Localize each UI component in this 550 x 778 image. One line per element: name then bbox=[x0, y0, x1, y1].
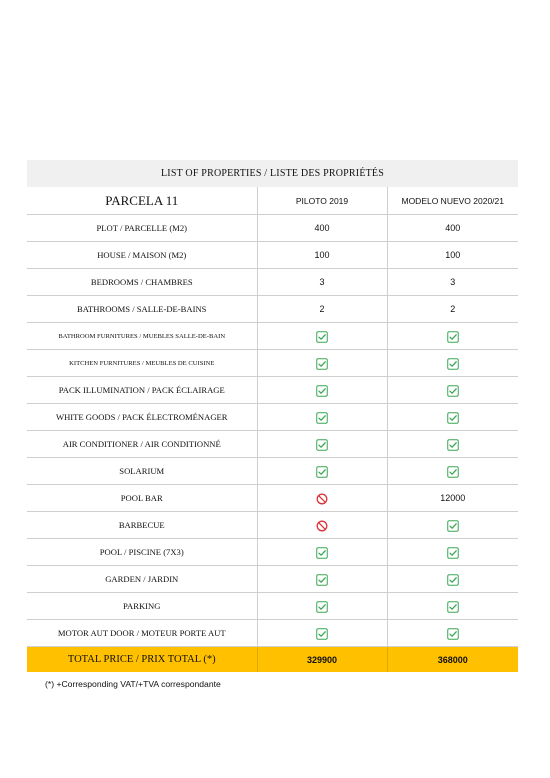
modelo-value bbox=[387, 620, 518, 647]
check-icon bbox=[447, 357, 459, 369]
check-icon bbox=[316, 438, 328, 450]
piloto-value bbox=[257, 323, 387, 350]
check-icon bbox=[447, 519, 459, 531]
row-label: GARDEN / JARDIN bbox=[27, 566, 257, 593]
parcela-title: PARCELA 11 bbox=[27, 187, 257, 215]
piloto-value: 100 bbox=[257, 242, 387, 269]
table-row bbox=[27, 566, 518, 593]
piloto-value bbox=[257, 512, 387, 539]
column-header-piloto: PILOTO 2019 bbox=[257, 187, 387, 215]
check-icon bbox=[316, 573, 328, 585]
table-row bbox=[27, 539, 518, 566]
check-icon bbox=[316, 546, 328, 558]
piloto-value bbox=[257, 539, 387, 566]
row-label: BATHROOMS / SALLE-DE-BAINS bbox=[27, 296, 257, 323]
check-icon bbox=[447, 384, 459, 396]
table-row bbox=[27, 323, 518, 350]
modelo-value bbox=[387, 404, 518, 431]
check-icon bbox=[447, 330, 459, 342]
check-icon bbox=[447, 411, 459, 423]
modelo-value bbox=[387, 539, 518, 566]
total-row bbox=[27, 647, 518, 673]
piloto-value bbox=[257, 431, 387, 458]
table-row bbox=[27, 215, 518, 242]
piloto-value bbox=[257, 485, 387, 512]
table-row bbox=[27, 404, 518, 431]
check-icon bbox=[316, 330, 328, 342]
row-label: PLOT / PARCELLE (M2) bbox=[27, 215, 257, 242]
modelo-value bbox=[387, 377, 518, 404]
table-row bbox=[27, 269, 518, 296]
row-label: KITCHEN FURNITURES / MEUBLES DE CUISINE bbox=[27, 350, 257, 377]
row-label: HOUSE / MAISON (M2) bbox=[27, 242, 257, 269]
table-row bbox=[27, 593, 518, 620]
modelo-value: 100 bbox=[387, 242, 518, 269]
modelo-value bbox=[387, 512, 518, 539]
check-icon bbox=[447, 465, 459, 477]
table-header-row bbox=[27, 187, 518, 215]
row-label: POOL / PISCINE (7X3) bbox=[27, 539, 257, 566]
row-label: BARBECUE bbox=[27, 512, 257, 539]
check-icon bbox=[447, 600, 459, 612]
table-row bbox=[27, 350, 518, 377]
check-icon bbox=[447, 438, 459, 450]
row-label: MOTOR AUT DOOR / MOTEUR PORTE AUT bbox=[27, 620, 257, 647]
total-piloto: 329900 bbox=[257, 647, 387, 673]
piloto-value bbox=[257, 620, 387, 647]
modelo-value bbox=[387, 593, 518, 620]
check-icon bbox=[316, 411, 328, 423]
column-header-modelo: MODELO NUEVO 2020/21 bbox=[387, 187, 518, 215]
table-row bbox=[27, 620, 518, 647]
check-icon bbox=[316, 627, 328, 639]
piloto-value bbox=[257, 593, 387, 620]
piloto-value bbox=[257, 350, 387, 377]
row-label: WHITE GOODS / PACK ÉLECTROMÉNAGER bbox=[27, 404, 257, 431]
table-row bbox=[27, 377, 518, 404]
piloto-value bbox=[257, 404, 387, 431]
row-label: PACK ILLUMINATION / PACK ÉCLAIRAGE bbox=[27, 377, 257, 404]
check-icon bbox=[316, 384, 328, 396]
total-price-label: TOTAL PRICE / PRIX TOTAL (*) bbox=[27, 647, 257, 673]
table-row bbox=[27, 242, 518, 269]
row-label: BEDROOMS / CHAMBRES bbox=[27, 269, 257, 296]
check-icon bbox=[447, 546, 459, 558]
table-row bbox=[27, 458, 518, 485]
modelo-value bbox=[387, 350, 518, 377]
table-row bbox=[27, 296, 518, 323]
properties-table bbox=[27, 187, 518, 672]
row-label: POOL BAR bbox=[27, 485, 257, 512]
row-label: AIR CONDITIONER / AIR CONDITIONNÉ bbox=[27, 431, 257, 458]
row-label: BATHROOM FURNITURES / MUEBLES SALLE-DE-BAIN bbox=[27, 323, 257, 350]
modelo-value: 400 bbox=[387, 215, 518, 242]
list-banner: LIST OF PROPERTIES / LISTE DES PROPRIÉTÉS bbox=[27, 160, 518, 187]
check-icon bbox=[316, 465, 328, 477]
modelo-value: 2 bbox=[387, 296, 518, 323]
check-icon bbox=[447, 627, 459, 639]
total-modelo: 368000 bbox=[387, 647, 518, 673]
modelo-value bbox=[387, 431, 518, 458]
no-entry-icon bbox=[316, 519, 328, 531]
check-icon bbox=[447, 573, 459, 585]
table-row bbox=[27, 512, 518, 539]
row-label: SOLARIUM bbox=[27, 458, 257, 485]
no-entry-icon bbox=[316, 492, 328, 504]
check-icon bbox=[316, 357, 328, 369]
modelo-value bbox=[387, 458, 518, 485]
table-row bbox=[27, 485, 518, 512]
modelo-value: 12000 bbox=[387, 485, 518, 512]
piloto-value: 400 bbox=[257, 215, 387, 242]
table-row bbox=[27, 431, 518, 458]
row-label: PARKING bbox=[27, 593, 257, 620]
check-icon bbox=[316, 600, 328, 612]
vat-note: (*) +Corresponding VAT/+TVA correspondante bbox=[45, 679, 221, 689]
modelo-value bbox=[387, 323, 518, 350]
piloto-value bbox=[257, 377, 387, 404]
piloto-value bbox=[257, 458, 387, 485]
modelo-value: 3 bbox=[387, 269, 518, 296]
piloto-value bbox=[257, 566, 387, 593]
piloto-value: 3 bbox=[257, 269, 387, 296]
piloto-value: 2 bbox=[257, 296, 387, 323]
modelo-value bbox=[387, 566, 518, 593]
properties-sheet bbox=[27, 160, 518, 672]
